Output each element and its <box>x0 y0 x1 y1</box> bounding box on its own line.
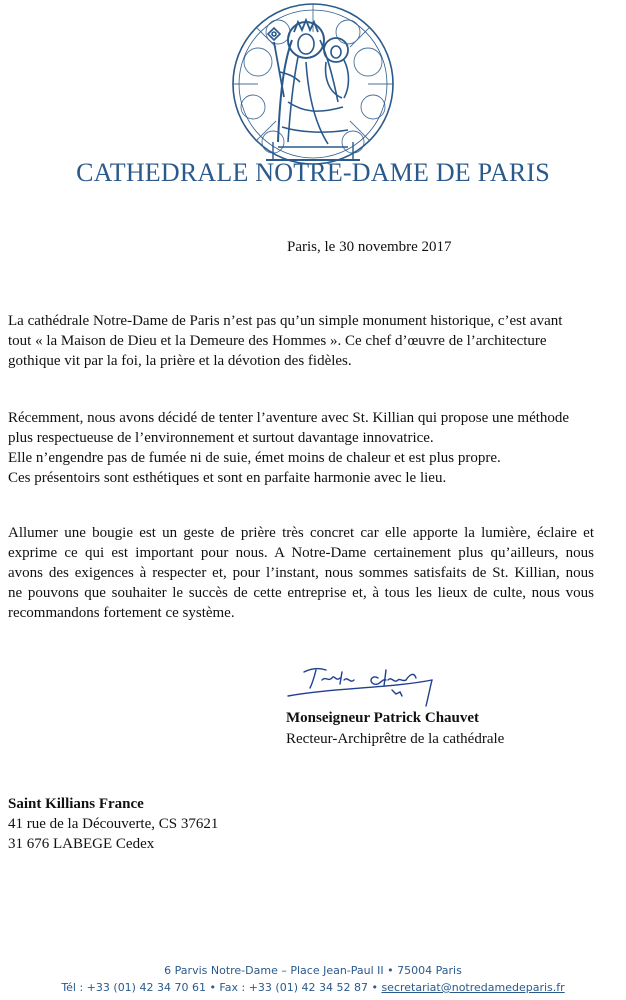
paragraph-line: tout « la Maison de Dieu et la Demeure des Hommes ». Ce chef d’œuvre de l’architecture <box>8 333 547 349</box>
signer-name: Monseigneur Patrick Chauvet <box>286 710 480 726</box>
recipient-company: Saint Killians France <box>8 796 144 812</box>
paragraph-line: Elle n’engendre pas de fumée ni de suie, émet moins de chaleur et est plus propre. <box>8 450 501 466</box>
footer-address: 6 Parvis Notre-Dame – Place Jean-Paul II • 75004 Paris <box>164 964 462 977</box>
recipient-address-line: 31 676 LABEGE Cedex <box>8 836 155 852</box>
paragraph-line: Ces présentoirs sont esthétiques et sont en parfaite harmonie avec le lieu. <box>8 470 447 486</box>
signer-block <box>286 708 504 750</box>
letter-date: Paris, le 30 novembre 2017 <box>287 239 452 255</box>
paragraph-line: ne pouvons que souhaiter le succès de cette entreprise et, à tous les lieux de culte, nous vous <box>8 585 594 601</box>
paragraph-line: plus respectueuse de l’environnement et surtout davantage innovatrice. <box>8 430 434 446</box>
paragraph-line: Récemment, nous avons décidé de tenter l’aventure avec St. Killian qui propose une méthode <box>8 410 570 426</box>
paragraph-line: exprime ce qui est important pour nous. A Notre-Dame certainement plus qu’ailleurs, nous <box>8 545 594 561</box>
letter-paragraph-1 <box>8 311 562 371</box>
cathedral-emblem-logo <box>218 2 408 172</box>
recipient-address-line: 41 rue de la Découverte, CS 37621 <box>8 816 219 832</box>
cathedral-title: CATHEDRALE NOTRE-DAME DE PARIS <box>76 158 550 187</box>
letter-paragraph-2 <box>8 408 569 488</box>
paragraph-line: Allumer une bougie est un geste de prière très concret car elle apporte la lumière, éclaire et <box>8 525 594 541</box>
paragraph-line: gothique vit par la foi, la prière et la dévotion des fidèles. <box>8 353 352 369</box>
letter-paragraph-3 <box>8 523 594 623</box>
paragraph-line: recommandons fortement ce système. <box>8 605 235 621</box>
signer-role: Recteur-Archiprêtre de la cathédrale <box>286 731 505 747</box>
footer-email-link[interactable]: secretariat@notredamedeparis.fr <box>381 981 565 994</box>
handwritten-signature <box>282 658 442 708</box>
paragraph-line: La cathédrale Notre-Dame de Paris n’est pas qu’un simple monument historique, c’est avant <box>8 313 563 329</box>
paragraph-line: avons des exigences à respecter et, pour l’instant, nous sommes satisfaits de St. Killian, nous <box>8 565 594 581</box>
footer-phone-fax: Tél : +33 (01) 42 34 70 61 • Fax : +33 (01) 42 34 52 87 • <box>61 981 382 994</box>
letterhead-footer <box>0 962 626 996</box>
recipient-address <box>8 794 218 854</box>
